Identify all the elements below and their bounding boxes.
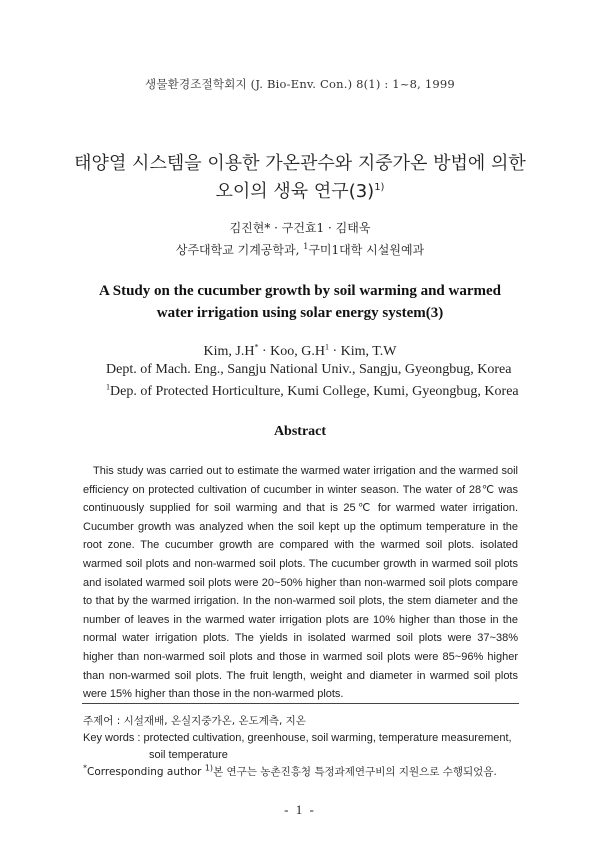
affiliation-line2 [106,381,566,403]
abstract-body: This study was carried out to estimate the warmed water irrigation and the warmed soil efficiency on protected cultivation of cucumber in winter season. The water of 28℃ was continuously supplied for soil warming and that is 25℃ for warmed water irrigation. Cucumber growth was analyzed when the soil kept up the optimum temperature in the root zone. The cucumber growth are compared with the warmed soil plots. isolated warmed soil plots and non-warmed soil plots. The cucumber growth in warmed soil plots and isolated warmed soil plots were 20~50% higher than non-warmed soil plots compare to that by the warmed irrigation. In the non-warmed soil plots, the stem diameter and the number of leaves in the warmed water irrigation plots are 10% higher than those in the normal water irrigation plots. The yields in isolated warmed soil plots were 37~38% higher than non-warmed soil plots and those in warmed soil plots were 85~96% higher than non-warmed soil plots. The fruit length, weight and diameter in warmed soil plots were 15% higher than those in the non-warmed plots. [83,465,518,701]
affiliation-line1: Dept. of Mach. Eng., Sangju National Univ., Sangju, Gyeongbug, Korea [106,362,512,377]
english-title-line2: water irrigation using solar energy system(3) [156,305,444,321]
english-title [40,280,560,324]
abstract-heading: Abstract [273,424,327,439]
korean-affiliations [0,239,600,261]
korean-affiliation-b: 구미1대학 시설원예과 [308,243,425,257]
corresponding-mark: * [254,342,259,352]
corresponding-label: Corresponding author [87,766,202,778]
corresponding-note-mark: * [83,763,87,773]
funding-footnote-mark: 1) [204,763,214,773]
keywords-korean: 주제어 : 시설재배, 온실지중가온, 온도계측, 지온 [83,715,306,727]
keywords-english-line1: Key words : protected cultivation, greenhouse, soil warming, temperature measurement, [83,732,512,744]
korean-affiliation-a: 상주대학교 기계공학과, [175,243,304,257]
affiliation-line2-text: Dep. of Protected Horticulture, Kumi College, Kumi, Gyeongbug, Korea [110,384,519,399]
journal-header: 생물환경조절학회지 (J. Bio-Env. Con.) 8(1) : 1~8, 1999 [145,77,455,91]
funding-note: 본 연구는 농촌진흥청 특정과제연구비의 지원으로 수행되었음. [213,766,497,778]
keywords-english-line2: soil temperature [149,749,228,761]
author-kim-jh: Kim, J.H [203,344,255,359]
page-number: - 1 - [284,802,316,817]
author-kim-tw: · Kim, T.W [328,344,397,359]
korean-author-names: 김진현* · 구건효1 · 김태욱 [229,221,371,235]
korean-authors [0,217,600,261]
korean-affiliation-mark: 1 [303,242,309,251]
keywords-english [83,730,523,764]
author-koo-gh: · Koo, G.H [258,344,325,359]
korean-title-line2-text: 오이의 생육 연구(3) [215,181,375,202]
english-authors [0,344,600,360]
korean-title-line1: 태양열 시스템을 이용한 가온관수와 지중가온 방법에 의한 [74,153,526,174]
korean-title [40,150,560,206]
korean-title-line2 [40,178,560,206]
english-title-line1: A Study on the cucumber growth by soil warming and warmed [99,283,501,299]
affiliation-mark: 1 [324,342,329,352]
footnote-divider [82,703,519,704]
affiliation-line2-mark: 1 [106,382,110,392]
title-footnote-mark: 1) [374,182,385,193]
corresponding-note [83,764,523,781]
